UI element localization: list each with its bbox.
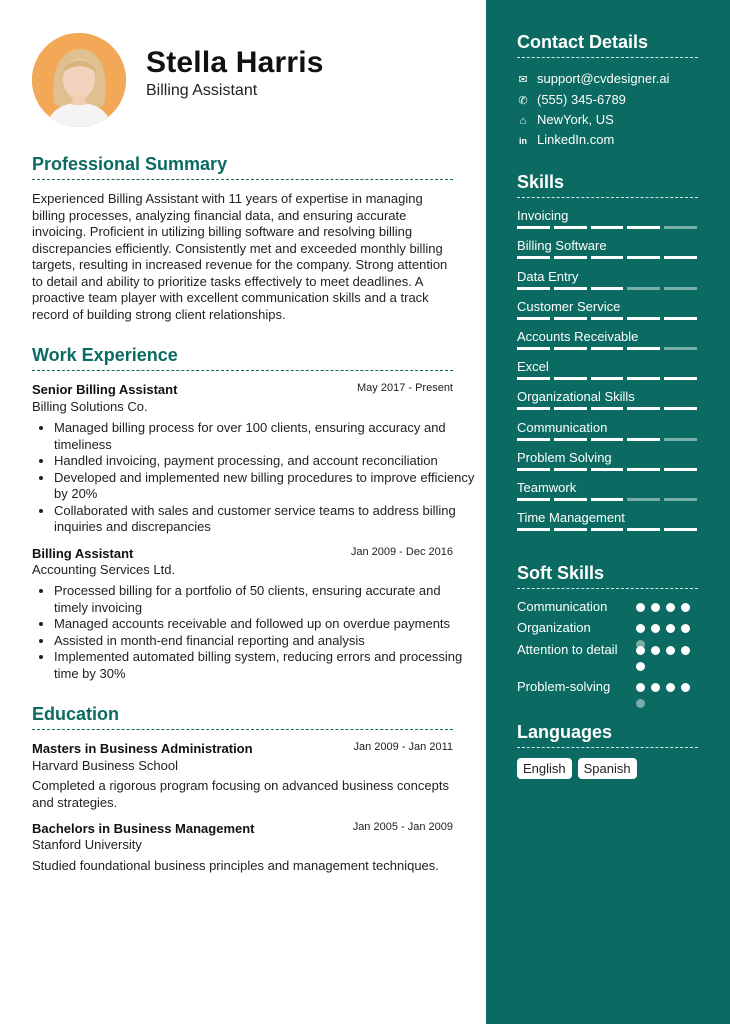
soft-skill-rating [636, 646, 696, 676]
skill-bar-segment [554, 528, 587, 531]
skill-bar-segment [591, 256, 624, 259]
skill-bar-segment [554, 317, 587, 320]
contact-linkedin [517, 132, 614, 147]
skill-bar-segment [627, 317, 660, 320]
skill-bar-segment [627, 287, 660, 290]
school-name: Harvard Business School [32, 758, 178, 773]
skill-bar-segment [517, 438, 550, 441]
skill-name: Excel [517, 359, 549, 374]
skill-bar-segment [591, 498, 624, 501]
skill-bar-segment [554, 256, 587, 259]
languages-list [517, 758, 637, 779]
language-tag: English [517, 758, 572, 779]
resume-sidebar [486, 0, 730, 1024]
linkedin-icon: in [519, 136, 527, 146]
skill-bar-segment [591, 226, 624, 229]
contact-email [517, 71, 669, 86]
summary-heading: Professional Summary [32, 154, 453, 180]
soft-skill-name: Problem-solving [517, 679, 611, 694]
skill-bar-segment [591, 347, 624, 350]
skill-name: Accounts Receivable [517, 329, 639, 344]
degree-title: Bachelors in Business Management [32, 821, 255, 836]
skill-name: Data Entry [517, 269, 579, 284]
rating-dot [666, 603, 675, 612]
profile-photo [32, 33, 126, 127]
job-company: Accounting Services Ltd. [32, 562, 176, 577]
soft-skill-rating [636, 683, 696, 713]
skill-bar-segment [627, 226, 660, 229]
rating-dot [651, 624, 660, 633]
skill-bar-segment [554, 377, 587, 380]
skill-bar-segment [664, 226, 697, 229]
bullet-item: • Developed and implemented new billing procedures to improve efficiency by 20% [54, 470, 475, 503]
skill-bar-segment [664, 347, 697, 350]
skill-name: Problem Solving [517, 450, 612, 465]
skill-item [517, 420, 697, 435]
phone-icon: ✆ [518, 95, 528, 107]
education-header [32, 820, 453, 838]
job-company: Billing Solutions Co. [32, 399, 148, 414]
bullet-item: • Managed billing process for over 100 clients, ensuring accuracy and timeliness [54, 420, 475, 453]
skill-item [517, 450, 697, 465]
skills-heading: Skills [517, 172, 698, 198]
rating-dot [666, 646, 675, 655]
skill-item [517, 238, 697, 253]
skill-bar-segment [591, 468, 624, 471]
skill-bar-segment [517, 256, 550, 259]
skill-bar-segment [591, 317, 624, 320]
skill-bar-segment [627, 468, 660, 471]
skill-bar-segment [517, 498, 550, 501]
skill-bar-segment [591, 407, 624, 410]
skill-bar-segment [664, 438, 697, 441]
job-bullets [32, 583, 475, 682]
skill-bar-segment [591, 377, 624, 380]
job-header [32, 381, 453, 399]
skill-bar-segment [664, 377, 697, 380]
skill-item [517, 269, 697, 284]
job-dates: Jan 2009 - Dec 2016 [350, 546, 453, 558]
rating-dot [681, 646, 690, 655]
soft-skill-name: Communication [517, 599, 608, 614]
skill-bar-segment [627, 377, 660, 380]
contact-heading: Contact Details [517, 32, 698, 58]
skill-bar-segment [554, 468, 587, 471]
languages-heading: Languages [517, 722, 698, 748]
skill-bar-segment [627, 438, 660, 441]
soft-skill-name: Organization [517, 620, 591, 635]
bullet-item: • Implemented automated billing system, reducing errors and processing time by 30% [54, 649, 475, 682]
rating-dot [636, 662, 645, 671]
job-header [32, 545, 453, 563]
education-heading: Education [32, 704, 453, 730]
envelope-icon: ✉ [518, 74, 528, 86]
skill-bar-segment [517, 468, 550, 471]
bullet-item: • Processed billing for a portfolio of 50 clients, ensuring accurate and timely invoicing [54, 583, 475, 616]
skill-name: Customer Service [517, 299, 621, 314]
rating-dot [636, 699, 645, 708]
skill-bar-segment [554, 498, 587, 501]
skill-item [517, 480, 697, 495]
contact-text: support@cvdesigner.ai [537, 71, 670, 86]
skill-bar-segment [517, 317, 550, 320]
skill-name: Invoicing [517, 208, 569, 223]
rating-dot [681, 624, 690, 633]
skill-bar-segment [591, 438, 624, 441]
bullet-item: • Assisted in month-end financial reporting and analysis [54, 633, 475, 650]
degree-title: Masters in Business Administration [32, 741, 253, 756]
soft-skill-name: Attention to detail [517, 642, 618, 657]
skill-item [517, 359, 697, 374]
skill-bar-segment [664, 256, 697, 259]
bullet-item: • Collaborated with sales and customer service teams to address billing inquiries and discrepancies [54, 503, 475, 536]
rating-dot [636, 624, 645, 633]
experience-heading: Work Experience [32, 345, 453, 371]
skill-level-bar [517, 317, 697, 320]
rating-dot [666, 683, 675, 692]
contact-text: LinkedIn.com [537, 132, 615, 147]
contact-text: NewYork, US [537, 112, 614, 127]
skill-bar-segment [554, 226, 587, 229]
skill-name: Teamwork [517, 480, 577, 495]
education-dates: Jan 2005 - Jan 2009 [352, 821, 453, 833]
skill-bar-segment [627, 528, 660, 531]
job-title: Senior Billing Assistant [32, 382, 178, 397]
skill-level-bar [517, 528, 697, 531]
skill-level-bar [517, 287, 697, 290]
skill-bar-segment [664, 287, 697, 290]
soft-skills-heading: Soft Skills [517, 563, 698, 589]
candidate-name: Stella Harris [146, 46, 324, 79]
skill-item [517, 510, 697, 525]
rating-dot [681, 683, 690, 692]
education-desc: Completed a rigorous program focusing on advanced business concepts and strategies. [32, 778, 449, 810]
skill-bar-segment [517, 528, 550, 531]
bullet-item: • Managed accounts receivable and followed up on overdue payments [54, 616, 475, 633]
skill-name: Billing Software [517, 238, 607, 253]
skill-item [517, 299, 697, 314]
skill-bar-segment [627, 347, 660, 350]
contact-text: (555) 345-6789 [537, 92, 626, 107]
skill-level-bar [517, 468, 697, 471]
skill-bar-segment [517, 377, 550, 380]
skill-level-bar [517, 498, 697, 501]
skill-bar-segment [517, 226, 550, 229]
skill-bar-segment [627, 256, 660, 259]
rating-dot [636, 646, 645, 655]
skill-level-bar [517, 377, 697, 380]
rating-dot [651, 646, 660, 655]
skill-item [517, 208, 697, 223]
skill-name: Organizational Skills [517, 389, 635, 404]
summary-text: Experienced Billing Assistant with 11 years of expertise in managing billing processes, analyzing financial data, and ensuring accurate invoicing. Proficient in utilizing billing software and resolving billing discrepancies efficiently. Consistently met and exceeded monthly billing targets, resulting in increased revenue for the company. Strong attention to detail and ability to prioritize tasks effectively to meet deadlines. A proactive team player with excellent communication skills and a track record of building strong client relationships. [32, 191, 448, 322]
skill-bar-segment [554, 407, 587, 410]
skill-bar-segment [554, 287, 587, 290]
bullet-item: • Handled invoicing, payment processing, and account reconciliation [54, 453, 475, 470]
skill-level-bar [517, 407, 697, 410]
skill-bar-segment [664, 468, 697, 471]
skill-bar-segment [664, 528, 697, 531]
skill-bar-segment [664, 498, 697, 501]
rating-dot [651, 683, 660, 692]
rating-dot [651, 603, 660, 612]
contact-phone [517, 92, 626, 107]
skill-name: Time Management [517, 510, 625, 525]
education-header [32, 740, 453, 758]
skill-bar-segment [627, 407, 660, 410]
skill-bar-segment [591, 287, 624, 290]
language-tag: Spanish [578, 758, 637, 779]
skill-level-bar [517, 256, 697, 259]
rating-dot [681, 603, 690, 612]
rating-dot [636, 683, 645, 692]
skill-bar-segment [554, 438, 587, 441]
candidate-role: Billing Assistant [146, 82, 258, 99]
skill-bar-segment [517, 347, 550, 350]
skill-name: Communication [517, 420, 608, 435]
skill-bar-segment [664, 317, 697, 320]
skill-level-bar [517, 347, 697, 350]
skill-item [517, 329, 697, 344]
job-title: Billing Assistant [32, 546, 134, 561]
skill-bar-segment [517, 407, 550, 410]
education-dates: Jan 2009 - Jan 2011 [353, 741, 453, 753]
skill-bar-segment [554, 347, 587, 350]
skill-bar-segment [627, 498, 660, 501]
rating-dot [636, 603, 645, 612]
education-desc: Studied foundational business principles and management techniques. [32, 858, 439, 873]
job-bullets [32, 420, 475, 536]
skill-level-bar [517, 438, 697, 441]
skill-item [517, 389, 697, 404]
skill-level-bar [517, 226, 697, 229]
skill-bar-segment [664, 407, 697, 410]
skill-bar-segment [591, 528, 624, 531]
skill-bar-segment [517, 287, 550, 290]
school-name: Stanford University [32, 837, 142, 852]
contact-location [517, 112, 614, 127]
job-dates: May 2017 - Present [357, 382, 453, 394]
rating-dot [666, 624, 675, 633]
home-icon: ⌂ [519, 115, 527, 127]
